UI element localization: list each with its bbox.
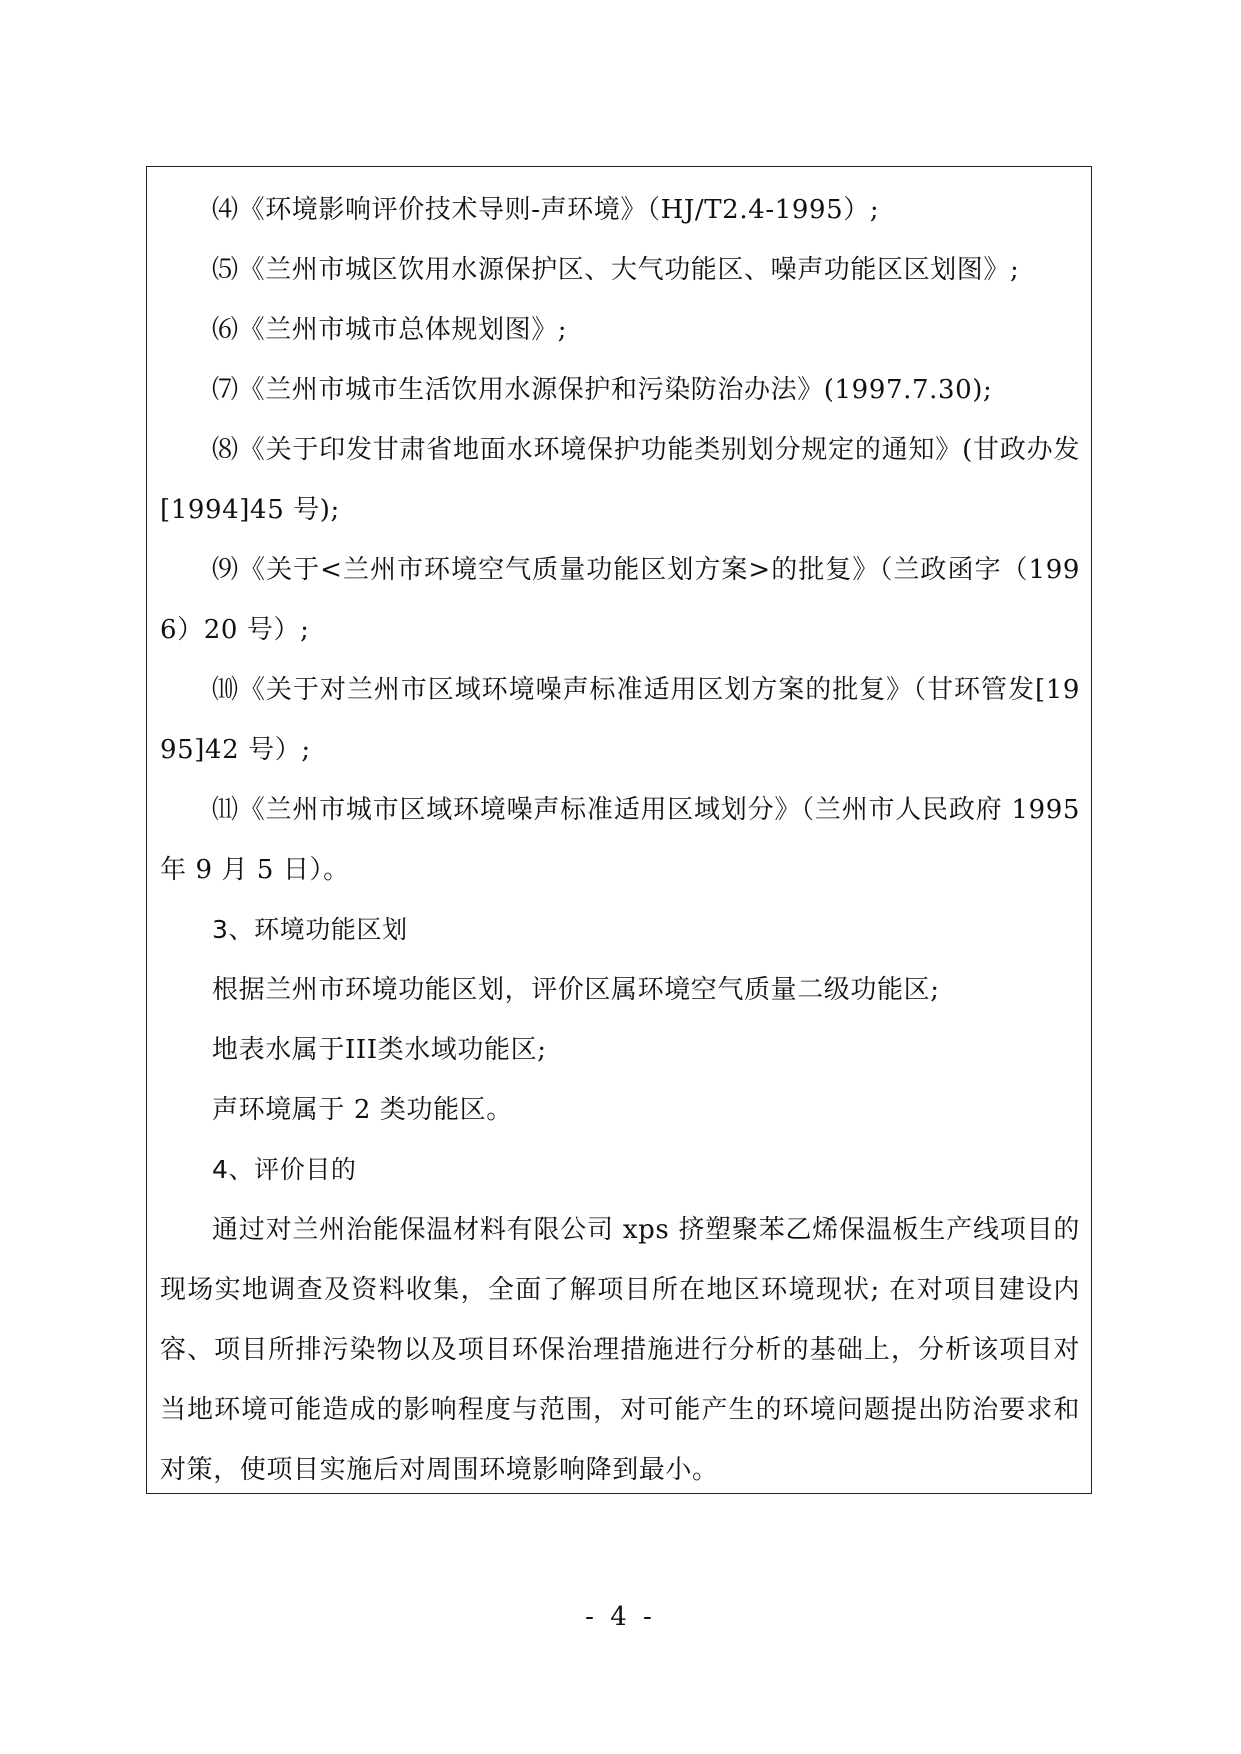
reference-item: ⑸《兰州市城区饮用水源保护区、大气功能区、噪声功能区区划图》; xyxy=(212,255,1020,285)
document-body xyxy=(160,180,1080,1500)
reference-item: ⑺《兰州市城市生活饮用水源保护和污染防治办法》(1997.7.30); xyxy=(212,375,993,405)
reference-item: ⑼《关于<兰州市环境空气质量功能区划方案>的批复》（兰政函字（1996）20 号）; xyxy=(160,555,1080,645)
section-heading-assessment-purpose: 4、评价目的 xyxy=(212,1155,357,1184)
zoning-line: 根据兰州市环境功能区划，评价区属环境空气质量二级功能区; xyxy=(212,975,940,1005)
reference-item: ⑽《关于对兰州市区域环境噪声标准适用区划方案的批复》（甘环管发[1995]42 号）; xyxy=(160,675,1080,765)
reference-item: ⑻《关于印发甘肃省地面水环境保护功能类别划分规定的通知》(甘政办发[1994]45 号); xyxy=(160,435,1080,525)
reference-item: ⑷《环境影响评价技术导则-声环境》（HJ/T2.4-1995）; xyxy=(212,195,880,225)
reference-item: ⑹《兰州市城市总体规划图》; xyxy=(212,315,568,345)
reference-item: ⑾《兰州市城市区域环境噪声标准适用区域划分》（兰州市人民政府 1995 年 9 月 5 日）。 xyxy=(160,795,1080,885)
page-number: - 4 - xyxy=(585,1602,656,1632)
assessment-purpose-paragraph: 通过对兰州治能保温材料有限公司 xps 挤塑聚苯乙烯保温板生产线项目的现场实地调查及资料收集，全面了解项目所在地区环境现状; 在对项目建设内容、项目所排污染物以及项目环保治理措施进行分析的基础上，分析该项目对当地环境可能造成的影响程度与范围，对可能产生的环境问题提出防治要求和对策，使项目实施后对周围环境影响降到最小。 xyxy=(160,1215,1080,1485)
zoning-line: 地表水属于III类水域功能区; xyxy=(212,1035,547,1065)
section-heading-functional-zoning: 3、环境功能区划 xyxy=(212,915,408,944)
zoning-line: 声环境属于 2 类功能区。 xyxy=(212,1095,513,1125)
